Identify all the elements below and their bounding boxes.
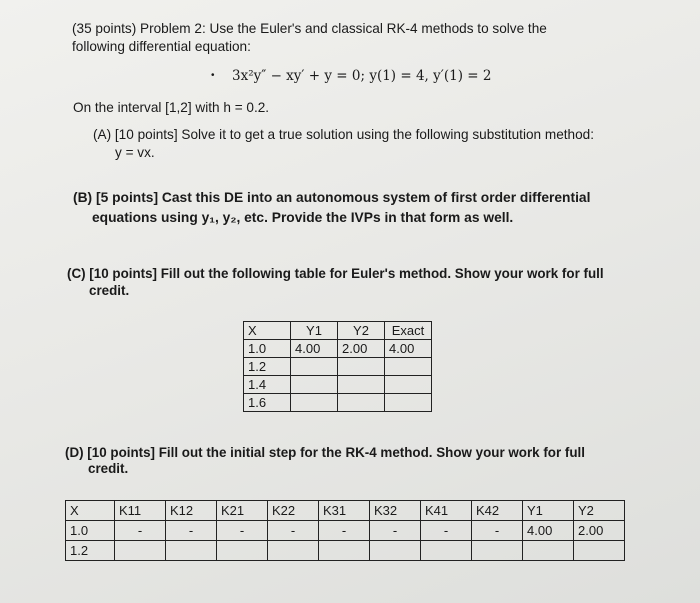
part-a-line1: (A) [10 points] Solve it to get a true solution using the following substitution method:	[93, 127, 594, 142]
header-x: X	[244, 322, 291, 340]
euler-table-header-row	[244, 322, 432, 340]
cell-y2: 2.00	[574, 521, 625, 541]
header-y2: Y2	[574, 501, 625, 521]
problem-header-line1: (35 points) Problem 2: Use the Euler's and classical RK-4 methods to solve the	[72, 21, 547, 36]
cell-y1	[291, 358, 338, 376]
cell-k31: -	[319, 521, 370, 541]
cell-k12	[166, 541, 217, 561]
differential-equation: 3x²y″ − xy′ + y = 0; y(1) = 4, y′(1) = 2	[232, 68, 492, 84]
cell-x: 1.2	[244, 358, 291, 376]
problem-header-line2: following differential equation:	[72, 39, 251, 54]
cell-y1	[291, 376, 338, 394]
cell-x: 1.6	[244, 394, 291, 412]
cell-k41: -	[421, 521, 472, 541]
cell-k32	[370, 541, 421, 561]
header-k42: K42	[472, 501, 523, 521]
table-row	[66, 521, 625, 541]
cell-exact	[385, 376, 432, 394]
cell-k11: -	[115, 521, 166, 541]
euler-table	[243, 321, 432, 412]
cell-k22: -	[268, 521, 319, 541]
table-row	[244, 340, 432, 358]
cell-k11	[115, 541, 166, 561]
cell-x: 1.4	[244, 376, 291, 394]
cell-y1	[291, 394, 338, 412]
part-d-line1: (D) [10 points] Fill out the initial step for the RK-4 method. Show your work for full	[65, 445, 585, 460]
cell-k42	[472, 541, 523, 561]
table-row	[244, 376, 432, 394]
part-c-line1: (C) [10 points] Fill out the following table for Euler's method. Show your work for full	[67, 266, 604, 281]
part-b-line2: equations using y₁, y₂, etc. Provide the IVPs in that form as well.	[92, 210, 514, 225]
cell-k21	[217, 541, 268, 561]
cell-x: 1.2	[66, 541, 115, 561]
rk4-table	[65, 500, 625, 561]
table-row	[244, 358, 432, 376]
cell-k22	[268, 541, 319, 561]
rk4-table-header-row	[66, 501, 625, 521]
cell-k42: -	[472, 521, 523, 541]
cell-y2: 2.00	[338, 340, 385, 358]
table-row	[66, 541, 625, 561]
header-k22: K22	[268, 501, 319, 521]
cell-k31	[319, 541, 370, 561]
cell-y2	[338, 394, 385, 412]
part-c-line2: credit.	[89, 283, 130, 298]
header-k32: K32	[370, 501, 421, 521]
cell-y2	[338, 358, 385, 376]
cell-y2	[574, 541, 625, 561]
cell-exact	[385, 358, 432, 376]
cell-exact: 4.00	[385, 340, 432, 358]
header-y2: Y2	[338, 322, 385, 340]
header-k12: K12	[166, 501, 217, 521]
header-y1: Y1	[523, 501, 574, 521]
cell-k41	[421, 541, 472, 561]
header-k41: K41	[421, 501, 472, 521]
part-a-line2: y = vx.	[115, 145, 155, 160]
cell-y2	[338, 376, 385, 394]
header-exact: Exact	[385, 322, 432, 340]
header-k11: K11	[115, 501, 166, 521]
header-k21: K21	[217, 501, 268, 521]
header-x: X	[66, 501, 115, 521]
header-k31: K31	[319, 501, 370, 521]
bullet: •	[211, 70, 215, 81]
cell-k21: -	[217, 521, 268, 541]
cell-y1: 4.00	[291, 340, 338, 358]
interval-text: On the interval [1,2] with h = 0.2.	[73, 100, 270, 115]
cell-k32: -	[370, 521, 421, 541]
part-b-line1: (B) [5 points] Cast this DE into an autonomous system of first order differential	[73, 190, 591, 205]
cell-x: 1.0	[66, 521, 115, 541]
cell-y1: 4.00	[523, 521, 574, 541]
cell-k12: -	[166, 521, 217, 541]
cell-y1	[523, 541, 574, 561]
cell-x: 1.0	[244, 340, 291, 358]
header-y1: Y1	[291, 322, 338, 340]
cell-exact	[385, 394, 432, 412]
part-d-line2: credit.	[88, 461, 129, 476]
table-row	[244, 394, 432, 412]
